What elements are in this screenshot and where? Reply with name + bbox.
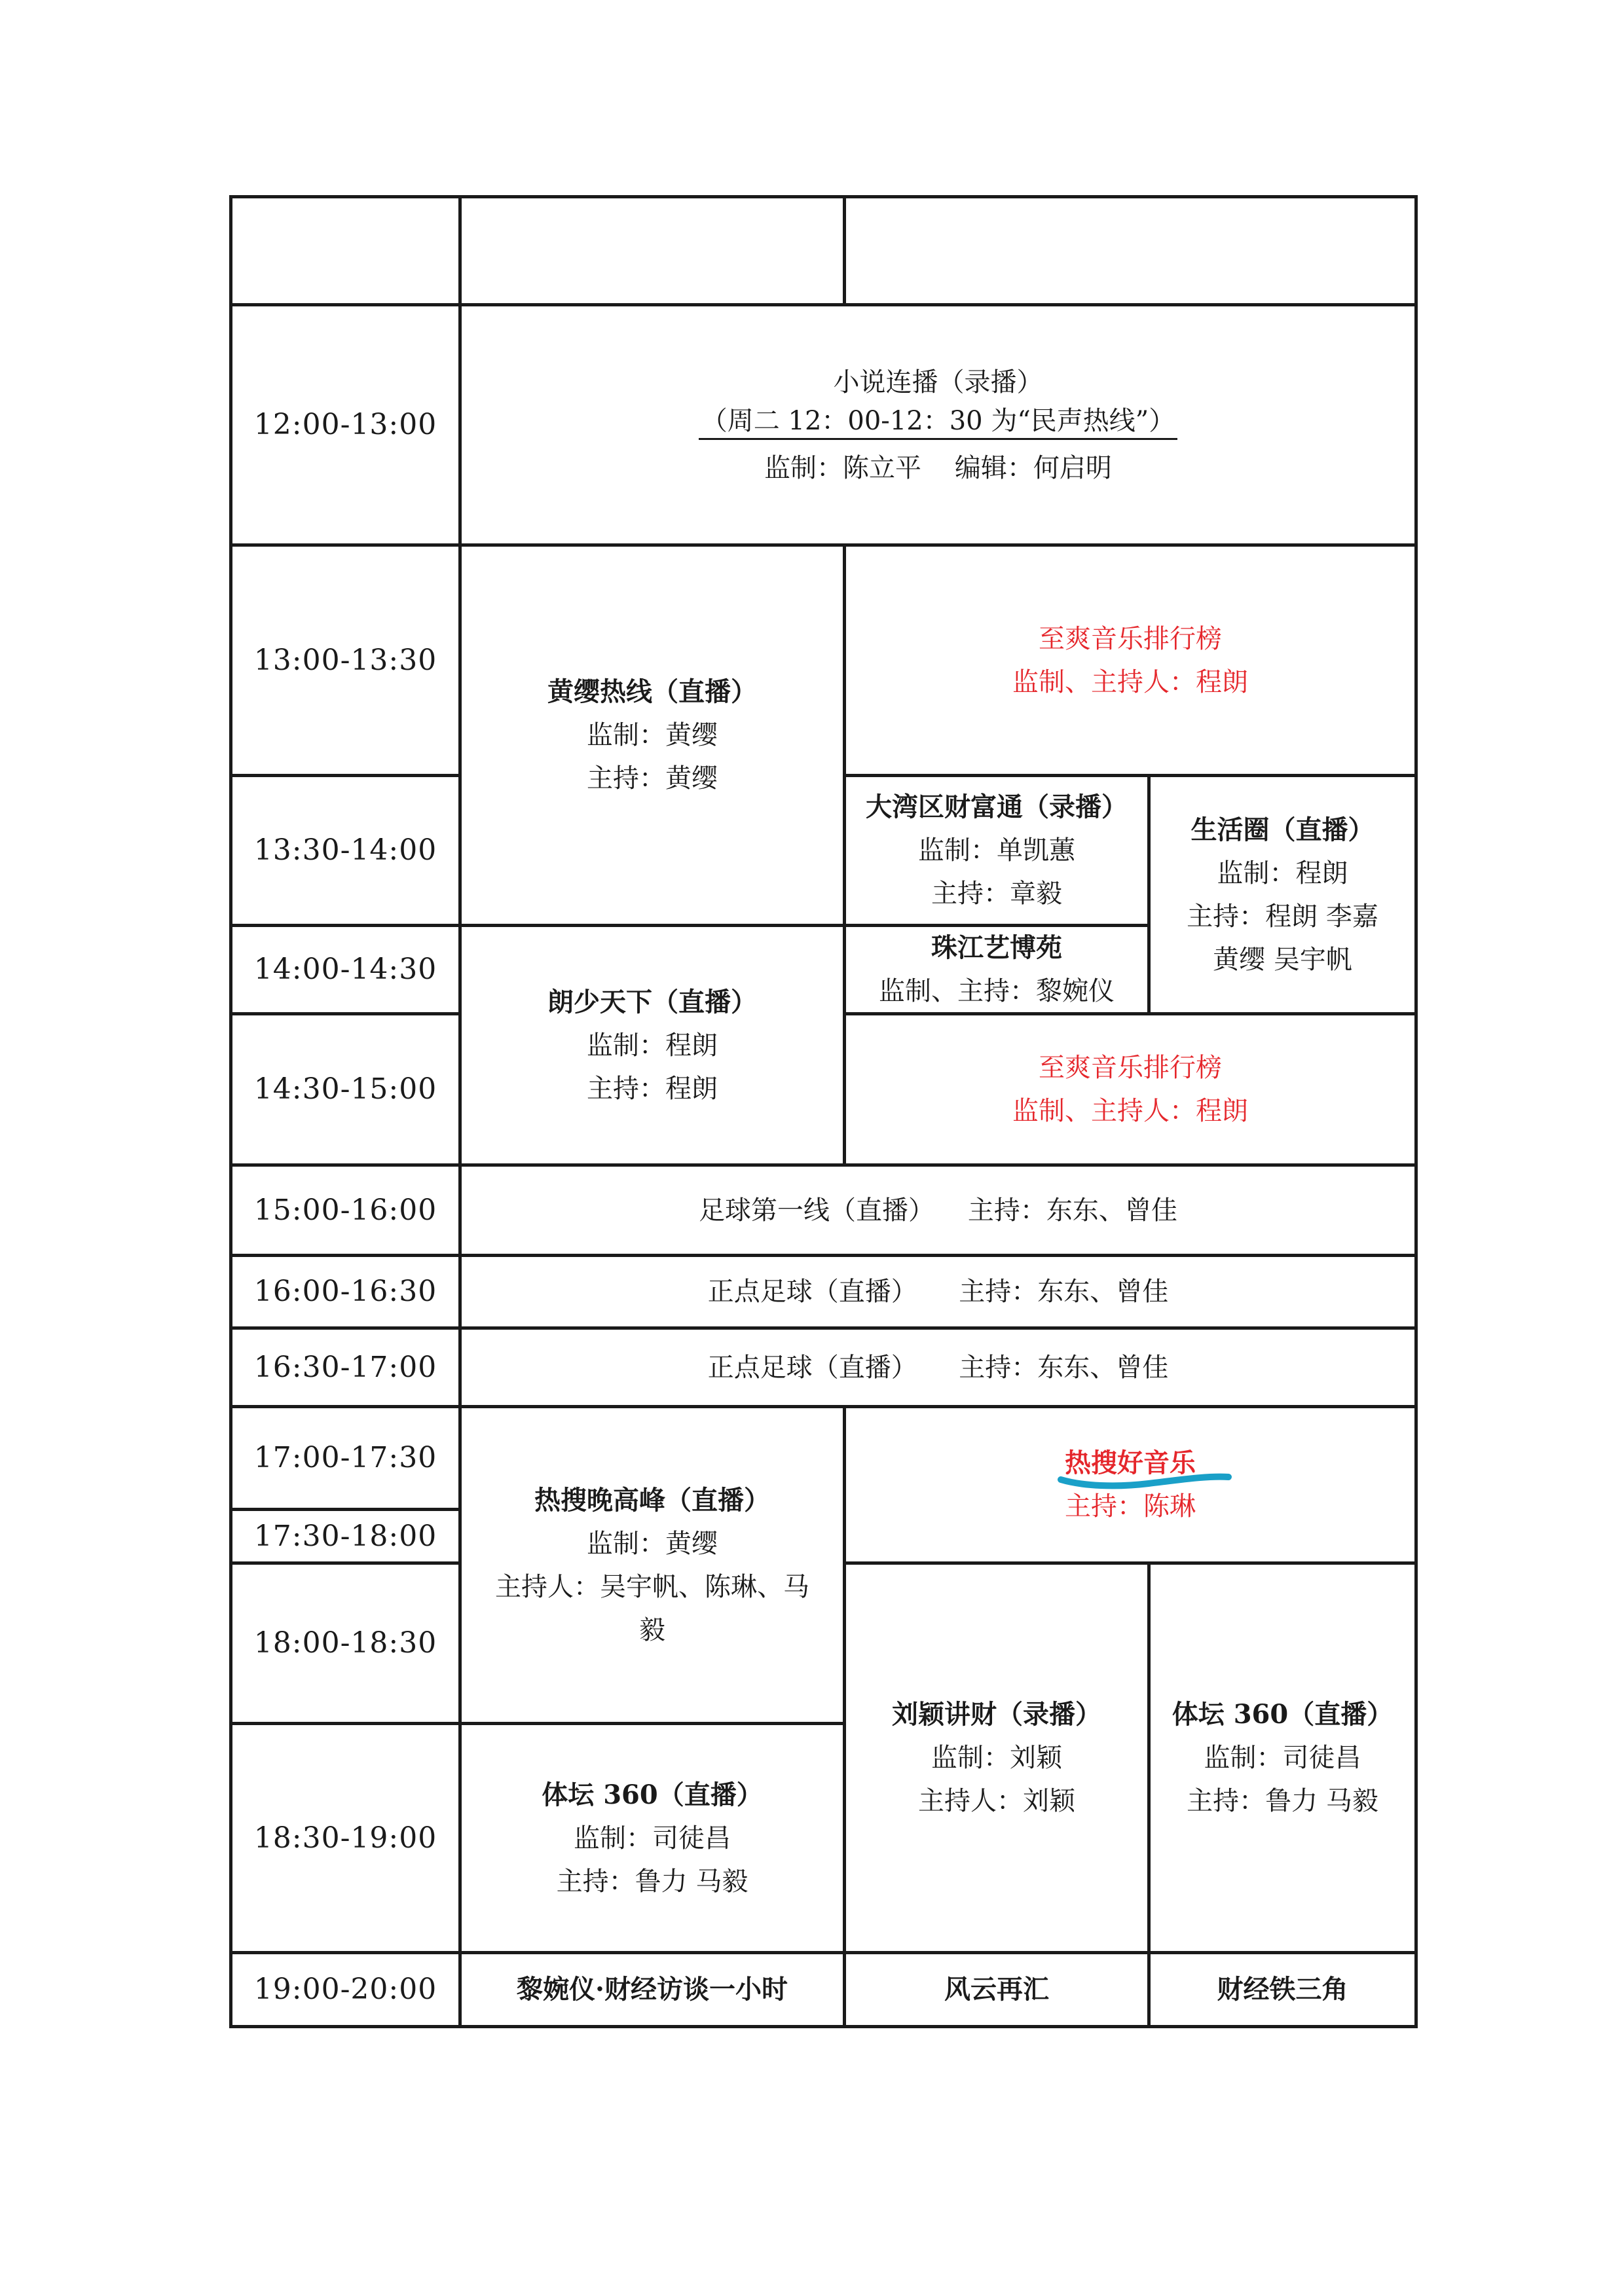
program-sports-360 xyxy=(1147,1561,1418,1954)
program-title: 足球第一线（直播） xyxy=(699,1195,935,1226)
program-title: 体坛 360（直播） xyxy=(542,1779,763,1810)
header-cell-left xyxy=(458,195,846,306)
program-host: 主持人：刘颖 xyxy=(918,1786,1075,1816)
header-cell-time xyxy=(229,195,462,306)
program-staff: 监制、主持：黎婉仪 xyxy=(879,976,1115,1006)
program-producer: 监制：黄缨 xyxy=(587,1528,718,1559)
program-line xyxy=(699,1189,1177,1232)
program-novel-serial xyxy=(458,303,1418,547)
program-host: 主持：东东、曾佳 xyxy=(967,1195,1177,1226)
program-bay-area-wealth xyxy=(843,774,1151,927)
program-hot-search-music xyxy=(843,1405,1418,1565)
program-title: 刘颖讲财（录播） xyxy=(892,1699,1101,1730)
program-host: 主持：鲁力 马毅 xyxy=(556,1866,748,1897)
program-title: 风云再汇 xyxy=(944,1974,1049,2005)
program-staff: 监制、主持人：程朗 xyxy=(1012,1096,1248,1126)
program-title: 至爽音乐排行榜 xyxy=(1039,623,1222,654)
program-host: 主持：鲁力 马毅 xyxy=(1187,1786,1378,1816)
program-hourly-football xyxy=(458,1254,1418,1330)
program-title: 朗少天下（直播） xyxy=(547,986,757,1017)
program-life-circle xyxy=(1147,774,1418,1015)
program-title: 正点足球（直播） xyxy=(707,1352,917,1383)
header-cell-right xyxy=(843,195,1418,306)
program-hourly-football xyxy=(458,1326,1418,1408)
program-producer: 监制：程朗 xyxy=(587,1030,718,1061)
program-finance-triangle xyxy=(1147,1951,1418,2028)
program-note: （周二 12：00-12：30 为“民声热线”） xyxy=(699,404,1177,440)
program-music-chart xyxy=(843,543,1418,777)
program-producer: 监制：司徒昌 xyxy=(1204,1743,1361,1773)
program-producer: 监制：单凯蕙 xyxy=(918,835,1075,866)
program-producer: 监制：黄缨 xyxy=(587,720,718,750)
program-title: 生活圈（直播） xyxy=(1190,814,1375,845)
time-cell: 13:30-14:00 xyxy=(229,774,462,927)
program-staff: 监制：陈立平 编辑：何启明 xyxy=(764,452,1112,483)
program-host-continued: 毅 xyxy=(639,1614,665,1645)
program-host-continued: 黄缨 吴宇帆 xyxy=(1213,944,1352,975)
program-title: 正点足球（直播） xyxy=(707,1277,917,1307)
program-line xyxy=(708,1346,1169,1389)
program-pearl-river-arts xyxy=(843,924,1151,1015)
time-cell: 17:30-18:00 xyxy=(229,1508,462,1565)
program-title: 体坛 360（直播） xyxy=(1172,1699,1393,1730)
program-host: 主持：程朗 李嘉 xyxy=(1187,901,1378,932)
time-cell: 19:00-20:00 xyxy=(229,1951,462,2028)
program-producer: 监制：刘颖 xyxy=(931,1743,1062,1773)
program-host: 主持：章毅 xyxy=(931,879,1062,909)
program-title: 小说连播（录播） xyxy=(833,367,1043,397)
time-cell: 18:30-19:00 xyxy=(229,1722,462,1954)
program-host: 主持：陈琳 xyxy=(1065,1491,1196,1522)
program-title: 黄缨热线（直播） xyxy=(547,676,757,707)
program-producer: 监制：司徒昌 xyxy=(574,1823,731,1853)
program-title: 热搜好音乐 xyxy=(1065,1448,1196,1478)
program-host: 主持：东东、曾佳 xyxy=(959,1352,1169,1383)
program-langshao-world xyxy=(458,924,846,1167)
program-huangying-hotline xyxy=(458,543,846,927)
program-host: 主持：东东、曾佳 xyxy=(959,1277,1169,1307)
time-cell: 14:30-15:00 xyxy=(229,1012,462,1167)
program-title: 至爽音乐排行榜 xyxy=(1039,1053,1222,1083)
program-liwanyi-finance-interview xyxy=(458,1951,846,2028)
program-title: 热搜晚高峰（直播） xyxy=(534,1484,770,1516)
time-cell: 15:00-16:00 xyxy=(229,1163,462,1257)
time-cell: 12:00-13:00 xyxy=(229,303,462,547)
time-cell: 13:00-13:30 xyxy=(229,543,462,777)
program-sports-360 xyxy=(458,1722,846,1954)
program-host: 主持：程朗 xyxy=(587,1073,718,1104)
program-liuying-finance xyxy=(843,1561,1151,1954)
program-title: 大湾区财富通（录播） xyxy=(866,792,1128,822)
time-cell: 16:30-17:00 xyxy=(229,1326,462,1408)
program-producer: 监制：程朗 xyxy=(1217,858,1348,888)
program-host: 主持人：吴宇帆、陈琳、马 xyxy=(495,1571,809,1602)
program-football-frontline xyxy=(458,1163,1418,1257)
highlighted-title xyxy=(1065,1442,1196,1485)
program-fengyun xyxy=(843,1951,1151,2028)
time-cell: 17:00-17:30 xyxy=(229,1405,462,1511)
program-title: 珠江艺博苑 xyxy=(931,932,1062,963)
program-music-chart xyxy=(843,1012,1418,1167)
program-title: 黎婉仪·财经访谈一小时 xyxy=(517,1974,788,2005)
program-title: 财经铁三角 xyxy=(1217,1974,1348,2005)
time-cell: 18:00-18:30 xyxy=(229,1561,462,1725)
program-hot-search-rush xyxy=(458,1405,846,1725)
program-line xyxy=(708,1270,1169,1313)
time-cell: 16:00-16:30 xyxy=(229,1254,462,1330)
program-staff: 监制、主持人：程朗 xyxy=(1012,666,1248,697)
time-cell: 14:00-14:30 xyxy=(229,924,462,1015)
program-host: 主持：黄缨 xyxy=(587,763,718,793)
